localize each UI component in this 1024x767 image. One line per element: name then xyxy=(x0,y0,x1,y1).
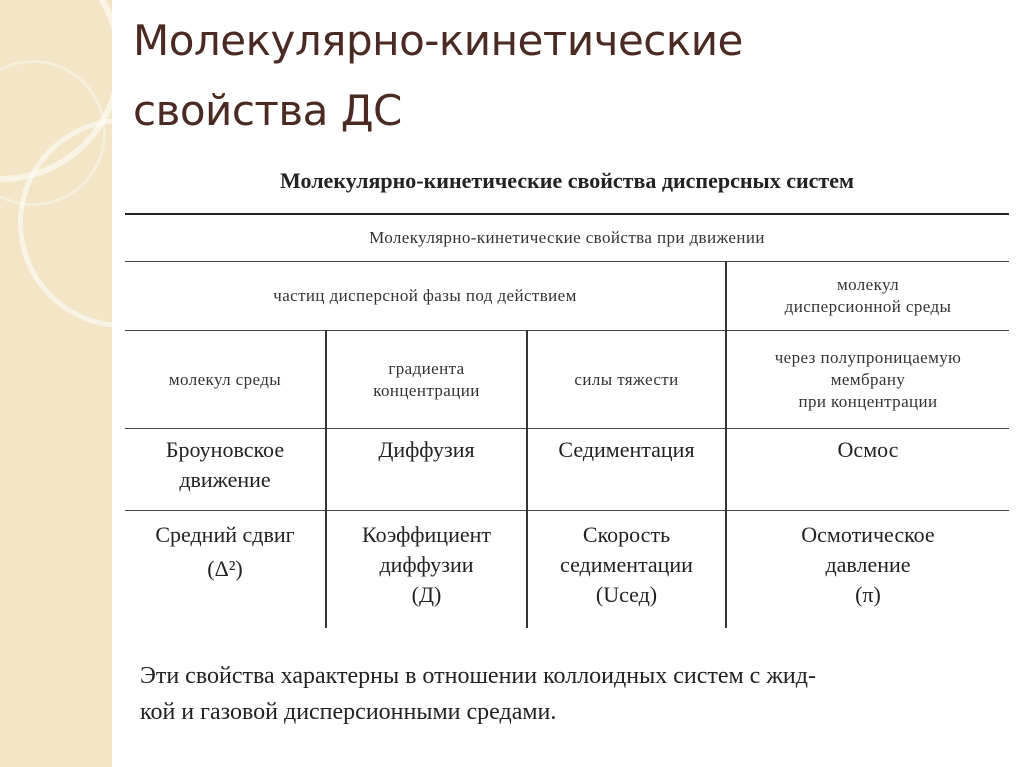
footer-line-1: Эти свойства характерны в отношении коллоидных систем с жид- xyxy=(140,663,816,689)
subheader-text: при концентрации xyxy=(798,391,938,411)
quantity-symbol: (Uсед) xyxy=(595,582,658,607)
property-cell-osmosis xyxy=(727,435,1009,505)
quantity-text: Осмотическое xyxy=(801,522,935,547)
property-text: Диффузия xyxy=(378,437,475,462)
property-text: Седиментация xyxy=(558,437,695,462)
subheader-text: молекул среды xyxy=(168,369,282,389)
subheader-cell xyxy=(727,331,1009,428)
slide-title xyxy=(133,6,1003,146)
header-molecules xyxy=(727,262,1009,330)
subheader-text: градиента xyxy=(388,358,465,378)
decorative-side-band xyxy=(0,0,112,767)
header-main-text: Молекулярно-кинетические свойства при движении xyxy=(369,227,765,247)
slide-title-line-1: Молекулярно-кинетические xyxy=(133,16,743,65)
slide-title-line-2: свойства ДС xyxy=(133,86,402,135)
table-rule xyxy=(125,510,1009,511)
quantity-text: Средний сдвиг xyxy=(155,522,295,547)
footer-line-2: кой и газовой дисперсионными средами. xyxy=(140,699,557,725)
footer-note xyxy=(140,658,1010,730)
quantity-text: седиментации xyxy=(560,552,693,577)
header-particles-text: частиц дисперсной фазы под действием xyxy=(273,286,577,305)
quantity-cell-diffusion-coefficient xyxy=(327,520,526,625)
property-text: Броуновское xyxy=(165,437,285,462)
subheader-cell xyxy=(327,331,526,428)
subheader-cell xyxy=(125,331,325,428)
subheader-text: через полупроницаемую xyxy=(774,347,962,367)
subheader-text: концентрации xyxy=(373,380,480,400)
table-title: Молекулярно-кинетические свойства дисперсных систем xyxy=(280,168,854,193)
quantity-cell-mean-shift xyxy=(125,520,325,625)
quantity-cell-osmotic-pressure xyxy=(727,520,1009,625)
header-molecules-line-2: дисперсионной среды xyxy=(784,297,952,316)
subheader-text: силы тяжести xyxy=(574,369,679,389)
table-rule xyxy=(125,428,1009,429)
subheader-cell xyxy=(528,331,725,428)
quantity-text: давление xyxy=(825,552,911,577)
property-cell-diffusion xyxy=(327,435,526,505)
header-particles xyxy=(125,262,725,330)
header-main xyxy=(125,214,1009,261)
quantity-text: диффузии xyxy=(379,552,474,577)
property-text: Осмос xyxy=(837,437,899,462)
subheader-text: мембрану xyxy=(830,369,906,389)
property-text: движение xyxy=(179,467,271,492)
quantity-text: Скорость xyxy=(582,522,671,547)
quantity-text: Коэффициент xyxy=(361,522,491,547)
property-cell-brownian xyxy=(125,435,325,505)
quantity-symbol: (π) xyxy=(855,582,881,607)
property-cell-sedimentation xyxy=(528,435,725,505)
quantity-cell-sedimentation-velocity xyxy=(528,520,725,625)
header-molecules-line-1: молекул xyxy=(836,275,900,294)
quantity-symbol: (Δ²) xyxy=(207,556,243,581)
quantity-symbol: (Д) xyxy=(411,582,442,607)
